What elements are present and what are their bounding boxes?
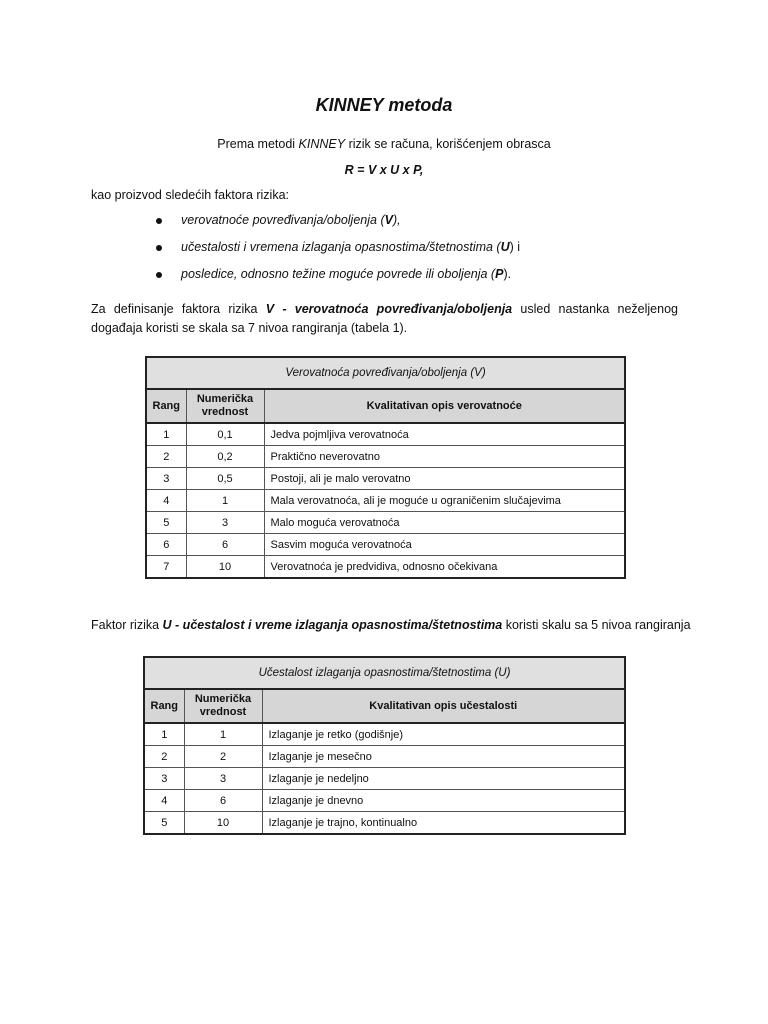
table-row: 4 1 Mala verovatnoća, ali je moguće u ograničenim slučajevima [146,490,625,512]
table-row: 1 0,1 Jedva pojmljiva verovatnoća [146,423,625,446]
list-item: učestalosti i vremena izlaganja opasnostima/štetnostima (U) i [150,238,520,265]
table-row: 1 1 Izlaganje je retko (godišnje) [144,723,625,746]
column-header: Kvalitativan opis učestalosti [262,689,625,723]
bullet-dot-icon [156,272,162,278]
column-header: Rang [144,689,184,723]
column-header: Numerička vrednost [186,389,264,423]
table-row: 5 10 Izlaganje je trajno, kontinualno [144,812,625,835]
bullet-dot-icon [156,245,162,251]
intro-after: rizik se računa, korišćenjem obrasca [345,137,551,151]
page-title: KINNEY metoda [315,95,453,115]
intro-before: Prema metodi [217,137,299,151]
bullet-dot-icon [156,218,162,224]
paragraph-v: Za definisanje faktora rizika V - verovatnoća povređivanja/oboljenja usled nastanka neželjenog događaja koristi se skala sa 7 nivoa rangiranja (tabela 1). [91,302,678,335]
paragraph-u: Faktor rizika U - učestalost i vreme izlaganja opasnostima/štetnostima koristi skalu sa 5 nivoa rangiranja [91,618,691,632]
table-row: 6 6 Sasvim moguća verovatnoća [146,534,625,556]
table-row: 4 6 Izlaganje je dnevno [144,790,625,812]
table-row: 2 0,2 Praktično neverovatno [146,446,625,468]
table-u [143,656,626,835]
table-row: 2 2 Izlaganje je mesečno [144,746,625,768]
column-header: Numerička vrednost [184,689,262,723]
table-v [145,356,626,579]
intro-line [0,137,768,151]
list-item: posledice, odnosno težine moguće povrede ili obolјenja (P). [150,265,520,292]
factor-list [150,211,520,292]
column-header: Rang [146,389,186,423]
table-caption: Učestalost izlaganja opasnostima/štetnostima (U) [144,657,625,689]
table-row: 3 0,5 Postoji, ali je malo verovatno [146,468,625,490]
table-caption: Verovatnoća povređivanja/oboljenja (V) [146,357,625,389]
table-row: 3 3 Izlaganje je nedeljno [144,768,625,790]
table-row: 7 10 Verovatnoća je predvidiva, odnosno očekivana [146,556,625,579]
factors-lead: kao proizvod sledećih faktora rizika: [91,188,290,202]
risk-formula: R = V x U x P, [344,163,424,177]
column-header: Kvalitativan opis verovatnoće [264,389,625,423]
intro-method-name: KINNEY [298,137,346,151]
table-row: 5 3 Malo moguća verovatnoća [146,512,625,534]
list-item: verovatnoće povređivanja/obolјenja (V), [150,211,520,238]
